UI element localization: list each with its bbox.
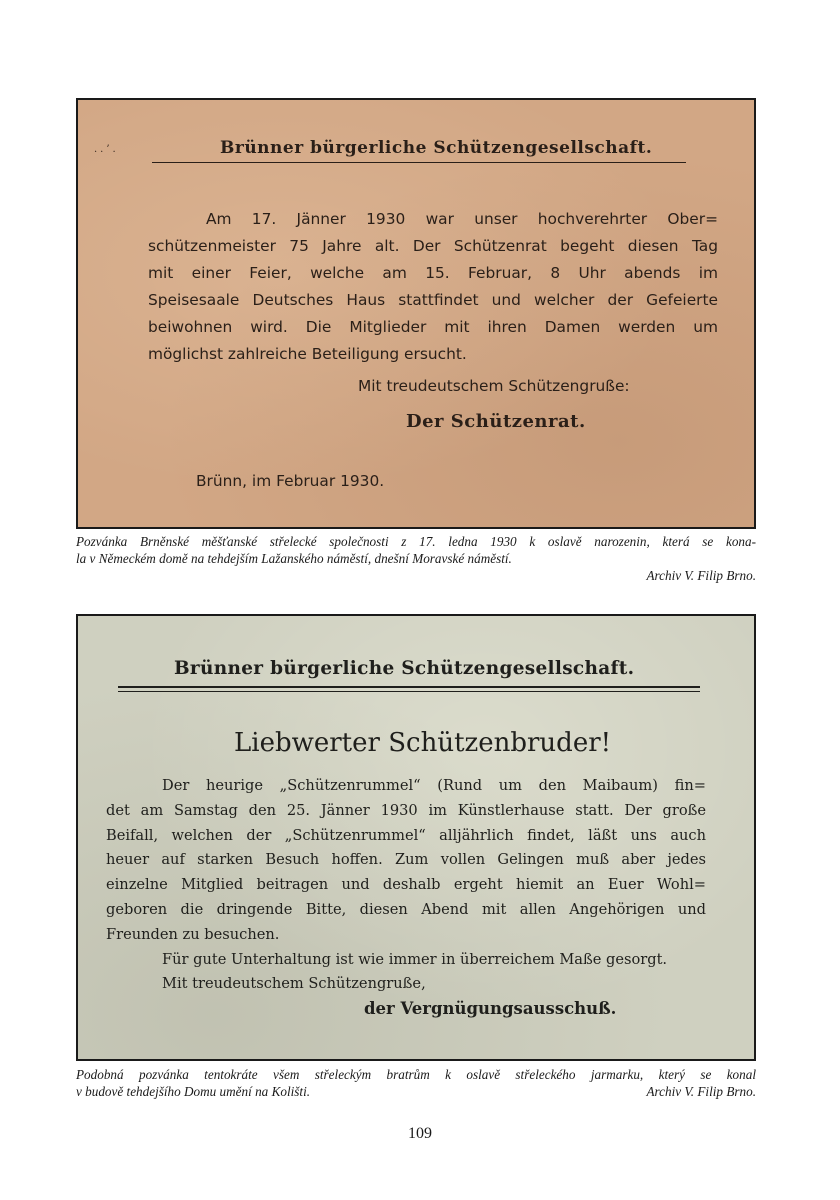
- body-line: einzelne Mitglied beitragen und deshalb ergeht hiemit an Euer Wohl=: [106, 876, 706, 894]
- card-title: Brünner bürgerliche Schützengesellschaft.: [174, 658, 635, 679]
- card-greeting: Mit treudeutschem Schützengruße:: [358, 377, 630, 395]
- title-rule: [118, 686, 700, 688]
- body-line: det am Samstag den 25. Jänner 1930 im Künstlerhause statt. Der große: [106, 801, 706, 819]
- card-title: Brünner bürgerliche Schützengesellschaft.: [220, 138, 653, 158]
- card-body: [106, 774, 706, 997]
- body-line: schützenmeister 75 Jahre alt. Der Schützenrat begeht diesen Tag: [148, 237, 718, 255]
- title-rule: [118, 691, 700, 692]
- caption-line: la v Německém domě na tehdejším Lažanského náměstí, dnešní Moravské náměstí.: [76, 551, 512, 566]
- figure-caption-2: [76, 1066, 756, 1100]
- body-line: Mit treudeutschem Schützengruße,: [162, 975, 426, 993]
- card-place-date: Brünn, im Februar 1930.: [196, 472, 385, 490]
- caption-line: Pozvánka Brněnské měšťanské střelecké společnosti z 17. ledna 1930 k oslavě narozenin, která se kona-: [76, 534, 756, 549]
- body-line: Für gute Unterhaltung ist wie immer in überreichem Maße gesorgt.: [162, 950, 668, 968]
- body-line: möglichst zahlreiche Beteiligung ersucht.: [148, 345, 467, 363]
- card-signature: Der Schützenrat.: [406, 411, 586, 432]
- card-body: [148, 206, 718, 368]
- figure-caption-1: [76, 533, 756, 584]
- body-line: Freunden zu besuchen.: [106, 925, 280, 943]
- body-line: geboren die dringende Bitte, diesen Abend mit allen Angehörigen und: [106, 900, 706, 918]
- caption-credit: Archiv V. Filip Brno.: [646, 568, 756, 583]
- body-line: mit einer Feier, welche am 15. Februar, 8 Uhr abends im: [148, 264, 718, 282]
- card-salutation: Liebwerter Schützenbruder!: [234, 728, 612, 758]
- card-marks: ..’.: [94, 144, 119, 155]
- invitation-card-2: [76, 614, 756, 1061]
- body-line: Speisesaale Deutsches Haus stattfindet und welcher der Gefeierte: [148, 291, 718, 309]
- invitation-card-1: [76, 98, 756, 529]
- caption-line: v budově tehdejšího Domu umění na Kolišti.: [76, 1084, 311, 1099]
- body-line: Der heurige „Schützenrummel“ (Rund um den Maibaum) fin=: [162, 777, 706, 794]
- body-line: Am 17. Jänner 1930 war unser hochverehrter Ober=: [206, 210, 718, 228]
- card-signature: der Vergnügungsausschuß.: [364, 999, 617, 1018]
- body-line: Beifall, welchen der „Schützenrummel“ alljährlich findet, läßt uns auch: [106, 826, 706, 844]
- body-line: heuer auf starken Besuch hoffen. Zum vollen Gelingen muß aber jedes: [106, 851, 706, 869]
- caption-line: Podobná pozvánka tentokráte všem střeleckým bratrům k oslavě střeleckého jarmarku, který se konal: [76, 1067, 756, 1082]
- page-number: 109: [408, 1125, 432, 1142]
- body-line: beiwohnen wird. Die Mitglieder mit ihren Damen werden um: [148, 318, 718, 336]
- caption-credit: Archiv V. Filip Brno.: [646, 1084, 756, 1099]
- title-rule: [152, 162, 686, 163]
